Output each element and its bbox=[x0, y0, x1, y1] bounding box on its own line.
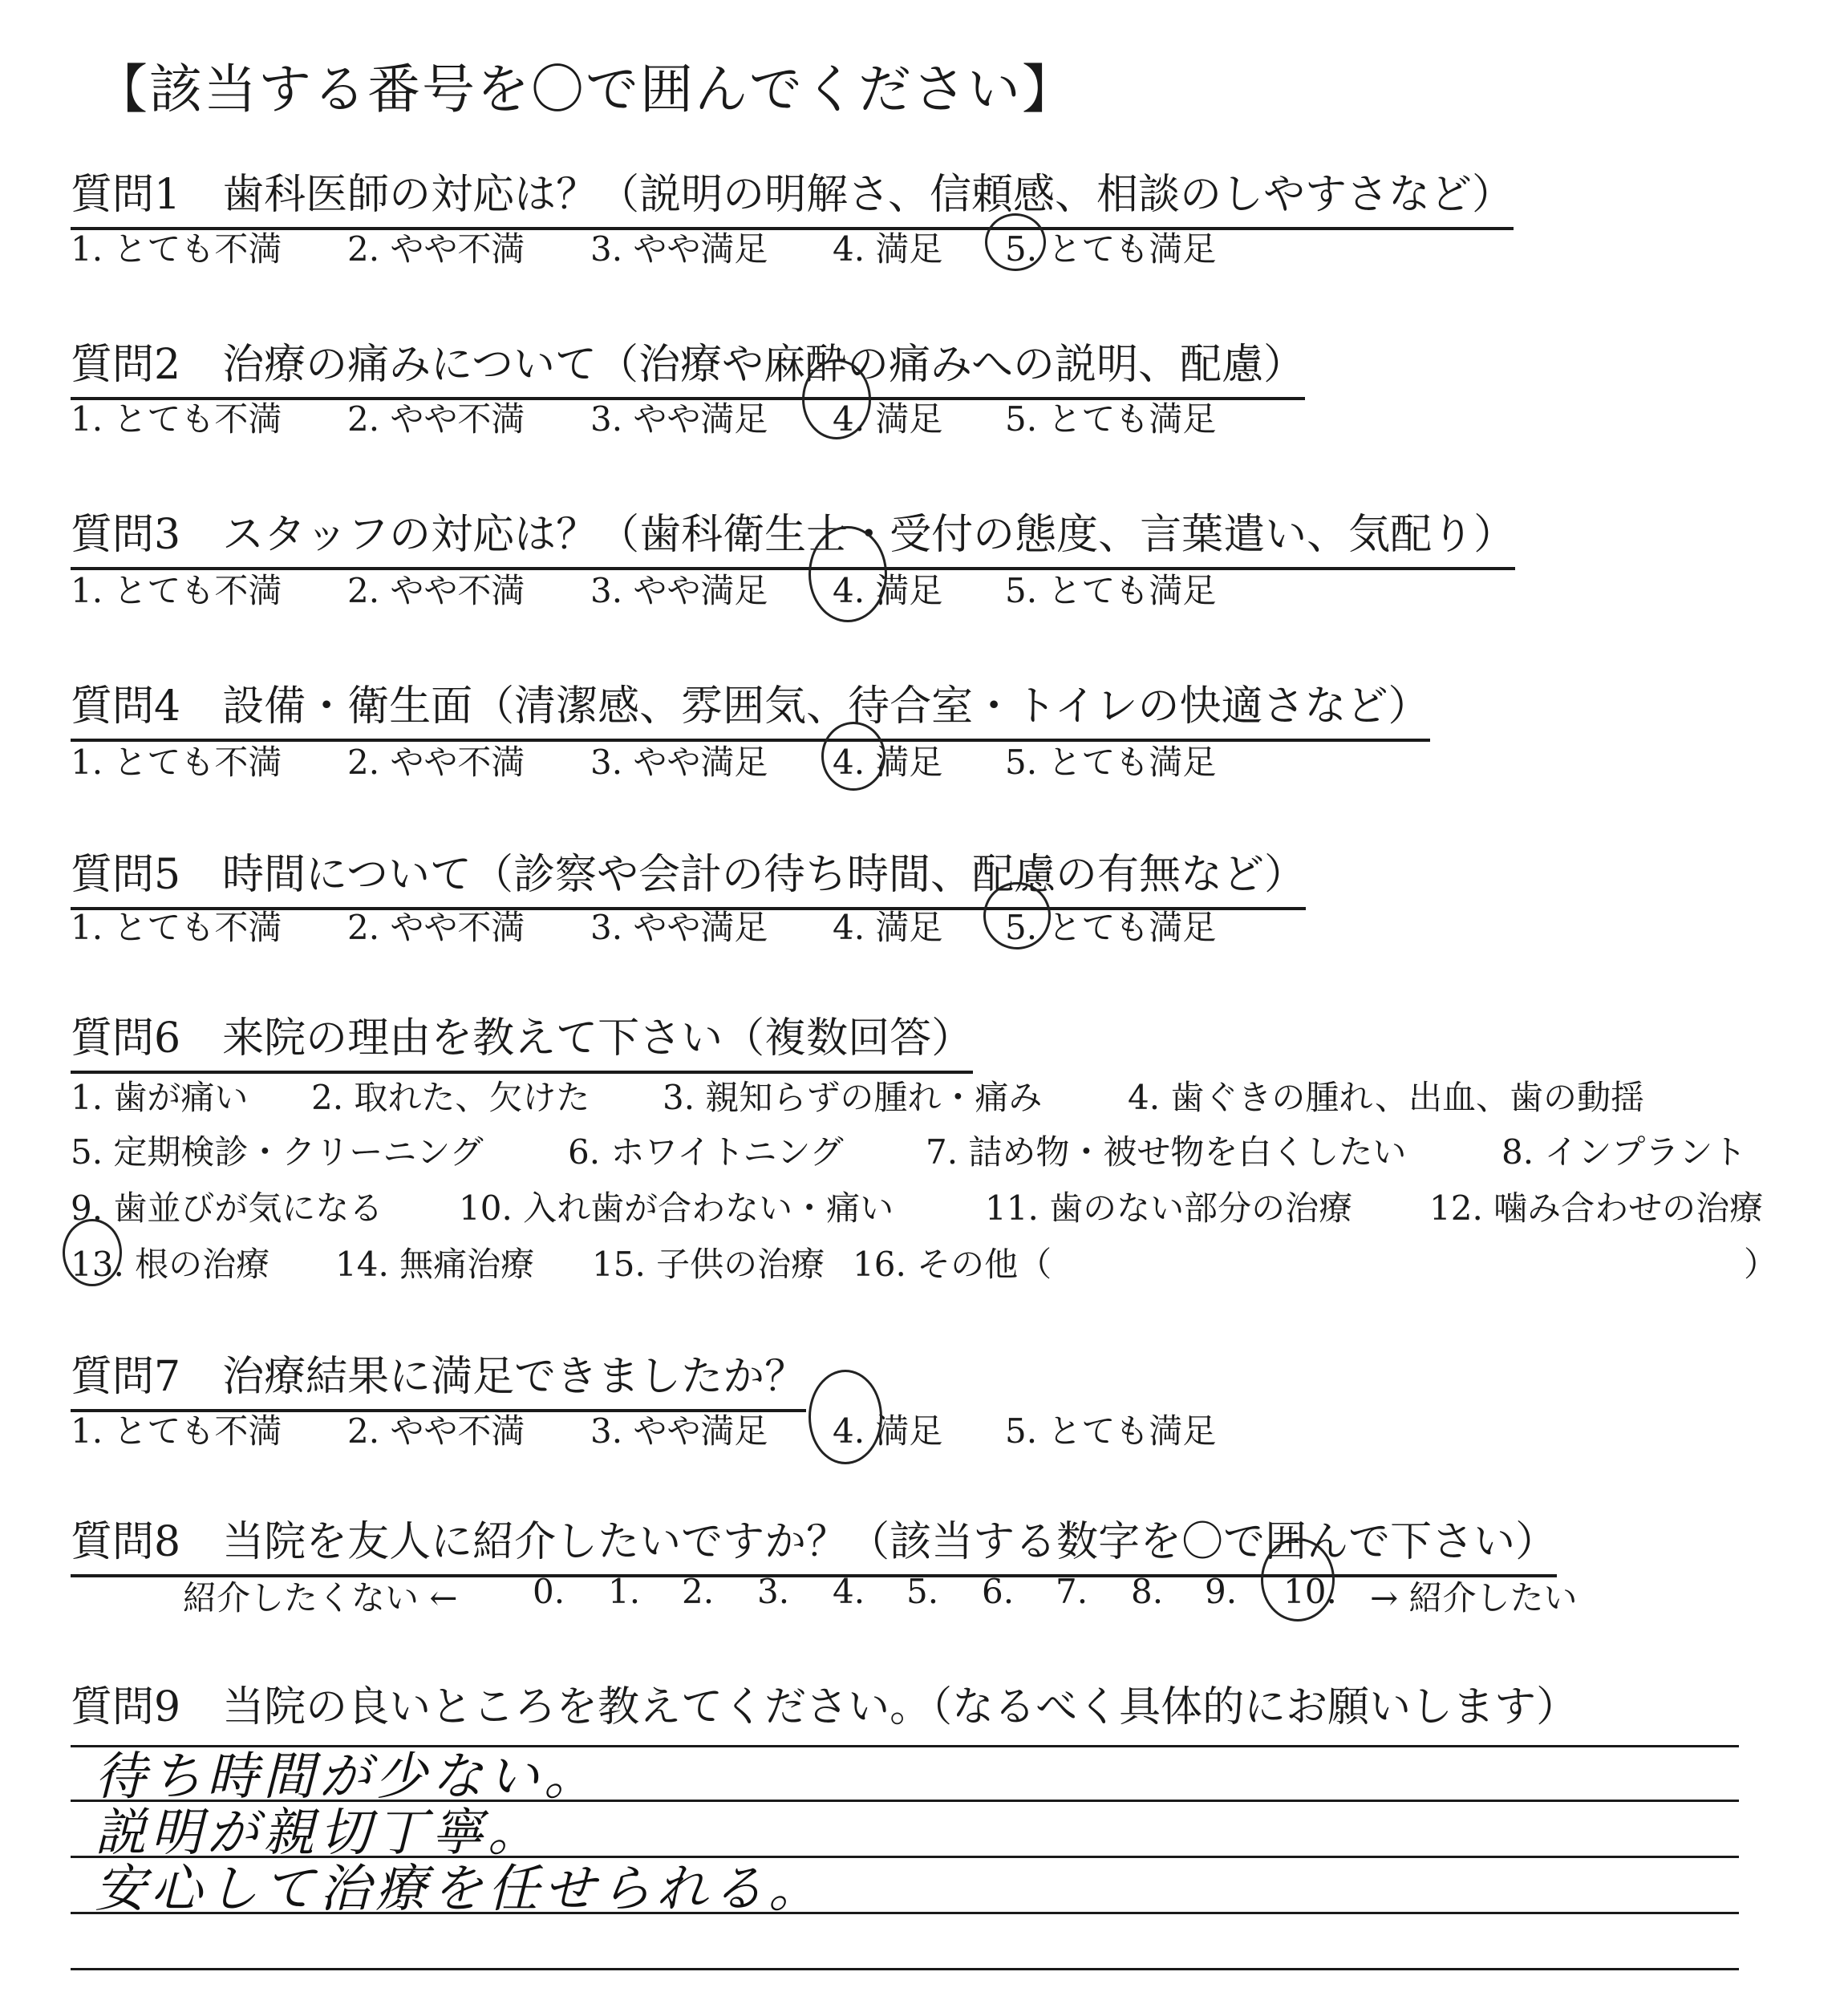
q6-option-3[interactable]: 3. 親知らずの腫れ・痛み bbox=[663, 1078, 1043, 1117]
q6-option-1[interactable]: 1. 歯が痛い bbox=[71, 1078, 249, 1117]
question-3-title: 質問3 スタッフの対応は？（歯科衛生士・受付の態度、言葉遣い、気配り） bbox=[71, 500, 1515, 570]
q8-option-2[interactable]: 2. bbox=[682, 1572, 715, 1611]
answer-line-5 bbox=[71, 1968, 1739, 1970]
q5-option-2[interactable]: 2. やや不満 bbox=[347, 908, 525, 947]
q8-option-10[interactable]: 10. bbox=[1283, 1572, 1337, 1611]
q6-option-16[interactable]: 16. その他（ bbox=[853, 1245, 1052, 1284]
q6-option-5[interactable]: 5. 定期検診・クリーニング bbox=[71, 1132, 484, 1172]
q8-option-3[interactable]: 3. bbox=[757, 1572, 790, 1611]
q7-option-5[interactable]: 5. とても満足 bbox=[1005, 1411, 1217, 1451]
question-1-title: 質問1 歯科医師の対応は？（説明の明解さ、信頼感、相談のしやすさなど） bbox=[71, 160, 1514, 230]
q5-selection-circle bbox=[983, 882, 1051, 949]
q1-option-1[interactable]: 1. とても不満 bbox=[71, 229, 282, 269]
q4-option-1[interactable]: 1. とても不満 bbox=[71, 743, 282, 782]
q4-selection-circle bbox=[821, 722, 886, 791]
q8-left-label: 紹介したくない ← bbox=[183, 1578, 458, 1617]
q3-option-1[interactable]: 1. とても不満 bbox=[71, 571, 282, 610]
question-5-title: 質問5 時間について（診察や会計の待ち時間、配慮の有無など） bbox=[71, 840, 1306, 910]
q8-option-0[interactable]: 0. bbox=[533, 1572, 565, 1611]
q2-option-4[interactable]: 4. 満足 bbox=[833, 399, 943, 439]
q6-other-close: ） bbox=[1744, 1245, 1778, 1284]
question-9-title: 質問9 当院の良いところを教えてください。（なるべく具体的にお願いします） bbox=[71, 1683, 1578, 1731]
q2-option-5[interactable]: 5. とても満足 bbox=[1005, 399, 1217, 439]
q6-option-10[interactable]: 10. 入れ歯が合わない・痛い bbox=[459, 1188, 894, 1228]
q1-option-3[interactable]: 3. やや満足 bbox=[590, 229, 768, 269]
q2-option-2[interactable]: 2. やや不満 bbox=[347, 399, 525, 439]
answer-text-3: 安心して治療を任せられる。 bbox=[95, 1860, 825, 1919]
q6-option-12[interactable]: 12. 噛み合わせの治療 bbox=[1429, 1188, 1764, 1228]
question-2-title: 質問2 治療の痛みについて（治療や麻酔の痛みへの説明、配慮） bbox=[71, 330, 1305, 400]
question-6-title: 質問6 来院の理由を教えて下さい（複数回答） bbox=[71, 1004, 973, 1074]
q6-option-13[interactable]: 13. 根の治療 bbox=[71, 1245, 270, 1284]
q6-option-9[interactable]: 9. 歯並びが気になる bbox=[71, 1188, 383, 1228]
q6-option-8[interactable]: 8. インプラント bbox=[1502, 1132, 1747, 1172]
q8-option-1[interactable]: 1. bbox=[608, 1572, 641, 1611]
q1-selection-circle bbox=[985, 213, 1046, 271]
q6-option-4[interactable]: 4. 歯ぐきの腫れ、出血、歯の動揺 bbox=[1128, 1078, 1644, 1117]
question-8-title: 質問8 当院を友人に紹介したいですか？（該当する数字を〇で囲んで下さい） bbox=[71, 1508, 1557, 1577]
answer-text-2: 説明が親切丁寧。 bbox=[95, 1804, 544, 1863]
q3-selection-circle bbox=[808, 526, 887, 622]
q5-option-5[interactable]: 5. とても満足 bbox=[1005, 908, 1217, 947]
q5-option-4[interactable]: 4. 満足 bbox=[833, 908, 943, 947]
q1-option-5[interactable]: 5. とても満足 bbox=[1005, 229, 1217, 269]
q8-option-8[interactable]: 8. bbox=[1131, 1572, 1164, 1611]
q3-option-3[interactable]: 3. やや満足 bbox=[590, 571, 768, 610]
q4-option-3[interactable]: 3. やや満足 bbox=[590, 743, 768, 782]
q8-option-5[interactable]: 5. bbox=[906, 1572, 939, 1611]
q6-option-2[interactable]: 2. 取れた、欠けた bbox=[311, 1078, 590, 1117]
q7-selection-circle bbox=[808, 1370, 882, 1464]
q2-selection-circle bbox=[802, 359, 871, 439]
q7-option-2[interactable]: 2. やや不満 bbox=[347, 1411, 525, 1451]
q6-selection-circle bbox=[63, 1219, 122, 1286]
q6-option-14[interactable]: 14. 無痛治療 bbox=[335, 1245, 535, 1284]
q8-selection-circle bbox=[1261, 1538, 1335, 1622]
q7-option-1[interactable]: 1. とても不満 bbox=[71, 1411, 282, 1451]
question-4-title: 質問4 設備・衛生面（清潔感、雰囲気、待合室・トイレの快適さなど） bbox=[71, 672, 1430, 742]
q3-option-5[interactable]: 5. とても満足 bbox=[1005, 571, 1217, 610]
q8-right-label: → 紹介したい bbox=[1370, 1578, 1578, 1617]
question-7-title: 質問7 治療結果に満足できましたか？ bbox=[71, 1342, 806, 1412]
q8-option-6[interactable]: 6. bbox=[982, 1572, 1015, 1611]
q8-option-7[interactable]: 7. bbox=[1056, 1572, 1088, 1611]
q2-option-3[interactable]: 3. やや満足 bbox=[590, 399, 768, 439]
answer-text-1: 待ち時間が少ない。 bbox=[95, 1747, 600, 1807]
q6-option-7[interactable]: 7. 詰め物・被せ物を白くしたい bbox=[926, 1132, 1407, 1172]
instruction-header: 【該当する番号を〇で囲んでください】 bbox=[95, 59, 1076, 120]
q1-option-4[interactable]: 4. 満足 bbox=[833, 229, 943, 269]
q4-option-4[interactable]: 4. 満足 bbox=[833, 743, 943, 782]
q2-option-1[interactable]: 1. とても不満 bbox=[71, 399, 282, 439]
q8-option-4[interactable]: 4. bbox=[833, 1572, 865, 1611]
q6-option-11[interactable]: 11. 歯のない部分の治療 bbox=[985, 1188, 1353, 1228]
q7-option-4[interactable]: 4. 満足 bbox=[833, 1411, 943, 1451]
q5-option-3[interactable]: 3. やや満足 bbox=[590, 908, 768, 947]
q1-option-2[interactable]: 2. やや不満 bbox=[347, 229, 525, 269]
q5-option-1[interactable]: 1. とても不満 bbox=[71, 908, 282, 947]
q3-option-4[interactable]: 4. 満足 bbox=[833, 571, 943, 610]
q4-option-2[interactable]: 2. やや不満 bbox=[347, 743, 525, 782]
q7-option-3[interactable]: 3. やや満足 bbox=[590, 1411, 768, 1451]
q6-option-15[interactable]: 15. 子供の治療 bbox=[592, 1245, 825, 1284]
q3-option-2[interactable]: 2. やや不満 bbox=[347, 571, 525, 610]
q4-option-5[interactable]: 5. とても満足 bbox=[1005, 743, 1217, 782]
q8-option-9[interactable]: 9. bbox=[1205, 1572, 1238, 1611]
q6-option-6[interactable]: 6. ホワイトニング bbox=[568, 1132, 844, 1172]
